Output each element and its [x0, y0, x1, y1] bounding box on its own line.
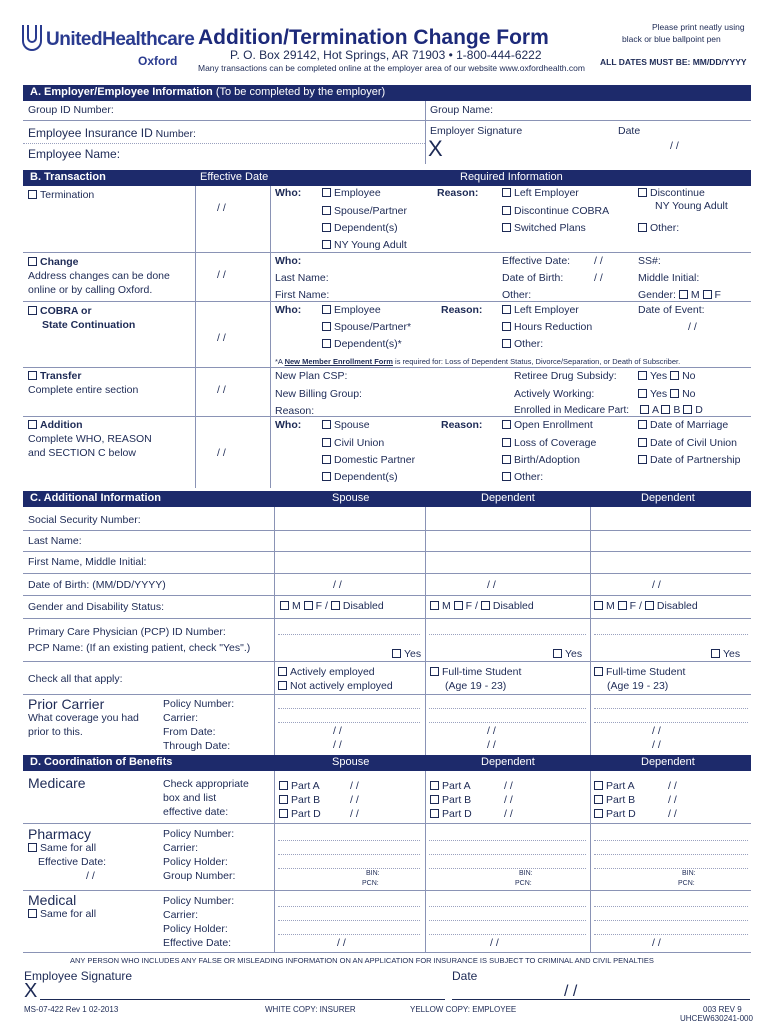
medicare-note-2: box and list [163, 792, 217, 804]
add-date-partnership[interactable]: Date of Partnership [638, 454, 740, 466]
cobra-who-label: Who: [275, 304, 302, 316]
sp-part-d[interactable]: Part D [279, 808, 321, 820]
footer-date-label: Date [452, 969, 478, 983]
logo-subtext: Oxford [138, 54, 178, 68]
change-who-label: Who: [275, 255, 302, 267]
prior-carrier-title: Prior Carrier [28, 696, 105, 712]
retiree-drug-yes-no[interactable]: Yes No [638, 370, 696, 382]
retiree-drug-subsidy-label: Retiree Drug Subsidy: [514, 370, 617, 382]
group-id-label: Group ID Number: [28, 104, 114, 116]
group-name-label[interactable]: Group Name: [430, 104, 494, 116]
d2-part-b-date: / / [668, 794, 677, 806]
new-plan-csp-label[interactable]: New Plan CSP: [275, 370, 348, 382]
medical-policy-holder: Policy Holder: [163, 923, 228, 935]
other-label[interactable]: Other: [502, 289, 532, 301]
col-dependent-c-1: Dependent [481, 492, 535, 504]
date-slashes: / / [670, 140, 679, 152]
prior-through-dep2[interactable]: / / [652, 739, 661, 751]
col-dependent-c-2: Dependent [641, 492, 695, 504]
online-note: Many transactions can be completed online at the employer area of our website www.oxfordhealth.com [198, 63, 585, 73]
d1-part-d[interactable]: Part D [430, 808, 472, 820]
addition-who-label: Who: [275, 419, 302, 431]
effective-date-header: Effective Date [200, 171, 269, 183]
revision-number: 003 REV 9 [703, 1005, 742, 1014]
c-gender-dep1[interactable]: M F / Disabled [430, 600, 534, 612]
employer-signature-label[interactable]: Employer Signature [430, 125, 523, 137]
medical-same-for-all[interactable]: Same for all [28, 908, 96, 920]
reason-left-employer[interactable]: Left Employer [502, 187, 579, 199]
date-of-event-label[interactable]: Date of Event: [638, 304, 705, 316]
c-pcp-id-label: Primary Care Physician (PCP) ID Number: [28, 626, 226, 638]
last-name-label[interactable]: Last Name: [275, 272, 329, 284]
required-info-header: Required Information [460, 171, 563, 183]
reason-switched-plans[interactable]: Switched Plans [502, 222, 586, 234]
medicare-title: Medicare [28, 775, 86, 791]
transfer-date-slashes[interactable]: / / [217, 384, 226, 396]
footnote: *A New Member Enrollment Form is required for: Loss of Dependent Status, Divorce/Separation, or Death of Subscriber. [275, 357, 681, 366]
cobra-spouse-option[interactable]: Spouse/Partner* [322, 321, 411, 333]
add-open-enrollment[interactable]: Open Enrollment [502, 419, 593, 431]
change-effective-date-label[interactable]: Effective Date: [502, 255, 571, 267]
actively-working-yes-no[interactable]: Yes No [638, 388, 696, 400]
c-dob-label: Date of Birth: (MM/DD/YYYY) [28, 579, 166, 591]
prior-from-dep2[interactable]: / / [652, 725, 661, 737]
prior-from-dep1[interactable]: / / [487, 725, 496, 737]
col-dependent-d-1: Dependent [481, 756, 535, 768]
c-last-name-label: Last Name: [28, 535, 82, 547]
termination-date-slashes[interactable]: / / [217, 202, 226, 214]
pharmacy-same-for-all[interactable]: Same for all [28, 842, 96, 854]
d1-bin[interactable]: BIN: [519, 870, 533, 877]
d2-bin[interactable]: BIN: [682, 870, 696, 877]
employee-signature-label: Employee Signature [24, 969, 133, 983]
d2-pcn[interactable]: PCN: [678, 880, 695, 887]
transfer-option[interactable]: Transfer [28, 370, 81, 382]
pharmacy-policy-number: Policy Number: [163, 828, 235, 840]
footer-date-slashes: / / [564, 983, 578, 1000]
new-billing-group-label[interactable]: New Billing Group: [275, 388, 362, 400]
medical-date-dep2[interactable]: / / [652, 937, 661, 949]
addition-reason-label: Reason: [441, 419, 483, 431]
change-note-2: online or by calling Oxford. [28, 284, 153, 296]
middle-initial-label[interactable]: Middle Initial: [638, 272, 700, 284]
gender-field[interactable]: Gender: M F [638, 289, 721, 301]
addition-note-1: Complete WHO, REASON [28, 433, 152, 445]
white-copy-note: WHITE COPY: INSURER [265, 1005, 356, 1014]
penalty-warning: ANY PERSON WHO INCLUDES ANY FALSE OR MISLEADING INFORMATION ON AN APPLICATION FOR INSURANCE IS SUBJECT TO CRIMINAL AND CIVIL PENALTIES [70, 956, 654, 965]
c-pcp-yes-dep2[interactable]: Yes [711, 648, 740, 660]
section-a-title: A. Employer/Employee Information (To be completed by the employer) [30, 86, 386, 98]
c-gender-dep2[interactable]: M F / Disabled [594, 600, 698, 612]
add-dependents-option[interactable]: Dependent(s) [322, 471, 398, 483]
add-civil-union-option[interactable]: Civil Union [322, 437, 384, 449]
c-pcp-name-label: PCP Name: (If an existing patient, check "Yes".) [28, 642, 251, 654]
term-spouse-option[interactable]: Spouse/Partner [322, 205, 407, 217]
prior-carrier-label: Carrier: [163, 712, 199, 724]
form-address: P. O. Box 29142, Hot Springs, AR 71903 • 1-800-444-6222 [230, 48, 542, 62]
yellow-copy-note: YELLOW COPY: EMPLOYEE [410, 1005, 517, 1014]
pharmacy-effective-date: Effective Date: [38, 856, 107, 868]
prior-from-spouse[interactable]: / / [333, 725, 342, 737]
reason-discontinue-cobra[interactable]: Discontinue COBRA [502, 205, 609, 217]
add-domestic-partner-option[interactable]: Domestic Partner [322, 454, 415, 466]
prior-note-1: What coverage you had [28, 712, 139, 724]
d2-part-d-date: / / [668, 808, 677, 820]
col-spouse-c: Spouse [332, 492, 370, 504]
add-date-civil-union[interactable]: Date of Civil Union [638, 437, 737, 449]
print-note-2: black or blue ballpoint pen [622, 34, 721, 44]
d1-part-b-date: / / [504, 794, 513, 806]
cobra-option[interactable]: COBRA or [28, 305, 92, 317]
medical-date-spouse[interactable]: / / [337, 937, 346, 949]
form-number: MS-07-422 Rev 1 02-2013 [24, 1005, 119, 1014]
c-gender-dis-label: Gender and Disability Status: [28, 601, 164, 613]
medical-title: Medical [28, 892, 77, 908]
d1-part-b[interactable]: Part B [430, 794, 471, 806]
sp-pcn[interactable]: PCN: [362, 880, 379, 887]
cobra-employee-option[interactable]: Employee [322, 304, 381, 316]
section-c-title: C. Additional Information [30, 492, 161, 504]
c-check-all-label: Check all that apply: [28, 673, 123, 685]
c-actively-employed[interactable]: Actively employed [278, 666, 375, 678]
c-dob-dep1[interactable]: / / [487, 579, 496, 591]
c-pcp-yes-dep1[interactable]: Yes [553, 648, 582, 660]
change-effective-slashes: / / [594, 255, 603, 267]
c-gender-spouse[interactable]: M F / Disabled [280, 600, 384, 612]
cobra-date-slashes[interactable]: / / [217, 332, 226, 344]
term-dependents-option[interactable]: Dependent(s) [322, 222, 398, 234]
termination-reason-label: Reason: [437, 187, 479, 199]
c-student-dep2[interactable]: Full-time Student [594, 666, 685, 678]
c-dob-dep2[interactable]: / / [652, 579, 661, 591]
employee-name-label[interactable]: Employee Name: [28, 147, 121, 161]
addition-option[interactable]: Addition [28, 419, 83, 431]
dob-slashes: / / [594, 272, 603, 284]
reason-ny-young-adult: NY Young Adult [655, 200, 728, 212]
sp-part-b[interactable]: Part B [279, 794, 320, 806]
section-d-title: D. Coordination of Benefits [30, 756, 173, 768]
d2-part-b[interactable]: Part B [594, 794, 635, 806]
sp-part-a[interactable]: Part A [279, 780, 320, 792]
term-ny-young-adult-option[interactable]: NY Young Adult [322, 239, 407, 251]
termination-who-label: Who: [275, 187, 302, 199]
section-b-title: B. Transaction [30, 171, 106, 183]
transfer-reason-label[interactable]: Reason: [275, 405, 315, 417]
pharmacy-title: Pharmacy [28, 826, 92, 842]
c-age-dep1: (Age 19 - 23) [445, 680, 507, 692]
actively-working-label: Actively Working: [514, 388, 595, 400]
c-first-middle-label: First Name, Middle Initial: [28, 556, 147, 568]
cobra-dependents-option[interactable]: Dependent(s)* [322, 338, 402, 350]
prior-note-2: prior to this. [28, 726, 83, 738]
c-age-dep2: (Age 19 - 23) [607, 680, 669, 692]
pharmacy-date-slashes[interactable]: / / [86, 870, 95, 882]
change-option[interactable]: Change [28, 256, 79, 268]
prior-policy-number: Policy Number: [163, 698, 235, 710]
medicare-part-options[interactable]: A B D [640, 404, 703, 416]
logo-mark-inner [27, 25, 37, 43]
medical-policy-number: Policy Number: [163, 895, 235, 907]
col-spouse-d: Spouse [332, 756, 370, 768]
add-other[interactable]: Other: [502, 471, 543, 483]
add-birth-adoption[interactable]: Birth/Adoption [502, 454, 580, 466]
termination-option[interactable]: Termination [28, 189, 94, 201]
first-name-label[interactable]: First Name: [275, 289, 330, 301]
d1-pcn[interactable]: PCN: [515, 880, 532, 887]
d1-part-a-date: / / [504, 780, 513, 792]
pharmacy-group-number: Group Number: [163, 870, 236, 882]
form-title: Addition/Termination Change Form [198, 26, 549, 49]
reason-discontinue-ny[interactable]: Discontinue [638, 187, 705, 199]
prior-from-date: From Date: [163, 726, 216, 738]
sp-part-b-date: / / [350, 794, 359, 806]
prior-through-date: Through Date: [163, 740, 231, 752]
ssn-label[interactable]: SS#: [638, 255, 661, 267]
date-format-note: ALL DATES MUST BE: MM/DD/YYYY [600, 57, 747, 67]
term-employee-option[interactable]: Employee [322, 187, 381, 199]
pharmacy-carrier: Carrier: [163, 842, 199, 854]
prior-through-dep1[interactable]: / / [487, 739, 496, 751]
d2-part-d[interactable]: Part D [594, 808, 636, 820]
c-ssn-label: Social Security Number: [28, 514, 141, 526]
pharmacy-policy-holder: Policy Holder: [163, 856, 228, 868]
addition-note-2: and SECTION C below [28, 447, 136, 459]
sp-part-a-date: / / [350, 780, 359, 792]
c-dob-spouse[interactable]: / / [333, 579, 342, 591]
addition-date-slashes[interactable]: / / [217, 447, 226, 459]
medical-carrier: Carrier: [163, 909, 199, 921]
add-loss-of-coverage[interactable]: Loss of Coverage [502, 437, 596, 449]
medical-date-dep1[interactable]: / / [490, 937, 499, 949]
add-date-marriage[interactable]: Date of Marriage [638, 419, 728, 431]
termination-checkbox[interactable] [28, 190, 37, 199]
transfer-note: Complete entire section [28, 384, 139, 396]
add-spouse-option[interactable]: Spouse [322, 419, 370, 431]
cobra-option-2: State Continuation [42, 319, 136, 331]
col-dependent-d-2: Dependent [641, 756, 695, 768]
event-date-slashes: / / [688, 321, 697, 333]
date-label: Date [618, 125, 641, 137]
c-student-dep1[interactable]: Full-time Student [430, 666, 521, 678]
d2-part-a-date: / / [668, 780, 677, 792]
logo-text: UnitedHealthcare [46, 29, 195, 50]
employee-insurance-id-label[interactable]: Employee Insurance ID Number: [28, 126, 196, 140]
enrolled-medicare-label: Enrolled in Medicare Part: [514, 405, 630, 416]
form-code: UHCEW630241-000 [680, 1014, 753, 1023]
print-note-1: Please print neatly using [652, 22, 745, 32]
medicare-note-1: Check appropriate [163, 778, 249, 790]
c-pcp-yes-spouse[interactable]: Yes [392, 648, 421, 660]
reason-other[interactable]: Other: [638, 222, 679, 234]
medical-effective-date: Effective Date: [163, 937, 232, 949]
signature-x-mark: X [428, 136, 443, 161]
cobra-other[interactable]: Other: [502, 338, 543, 350]
change-date-slashes[interactable]: / / [217, 269, 226, 281]
employee-signature-x: X [24, 980, 38, 1002]
d2-part-a[interactable]: Part A [594, 780, 635, 792]
cobra-reason-label: Reason: [441, 304, 483, 316]
sp-part-d-date: / / [350, 808, 359, 820]
d1-part-d-date: / / [504, 808, 513, 820]
prior-through-spouse[interactable]: / / [333, 739, 342, 751]
dob-label[interactable]: Date of Birth: [502, 272, 564, 284]
medicare-note-3: effective date: [163, 806, 229, 818]
d1-part-a[interactable]: Part A [430, 780, 471, 792]
change-note-1: Address changes can be done [28, 270, 170, 282]
sp-bin[interactable]: BIN: [366, 870, 380, 877]
c-not-actively-employed[interactable]: Not actively employed [278, 680, 393, 692]
section-b-band [23, 170, 751, 186]
cobra-hours-reduction[interactable]: Hours Reduction [502, 321, 592, 333]
cobra-left-employer[interactable]: Left Employer [502, 304, 579, 316]
